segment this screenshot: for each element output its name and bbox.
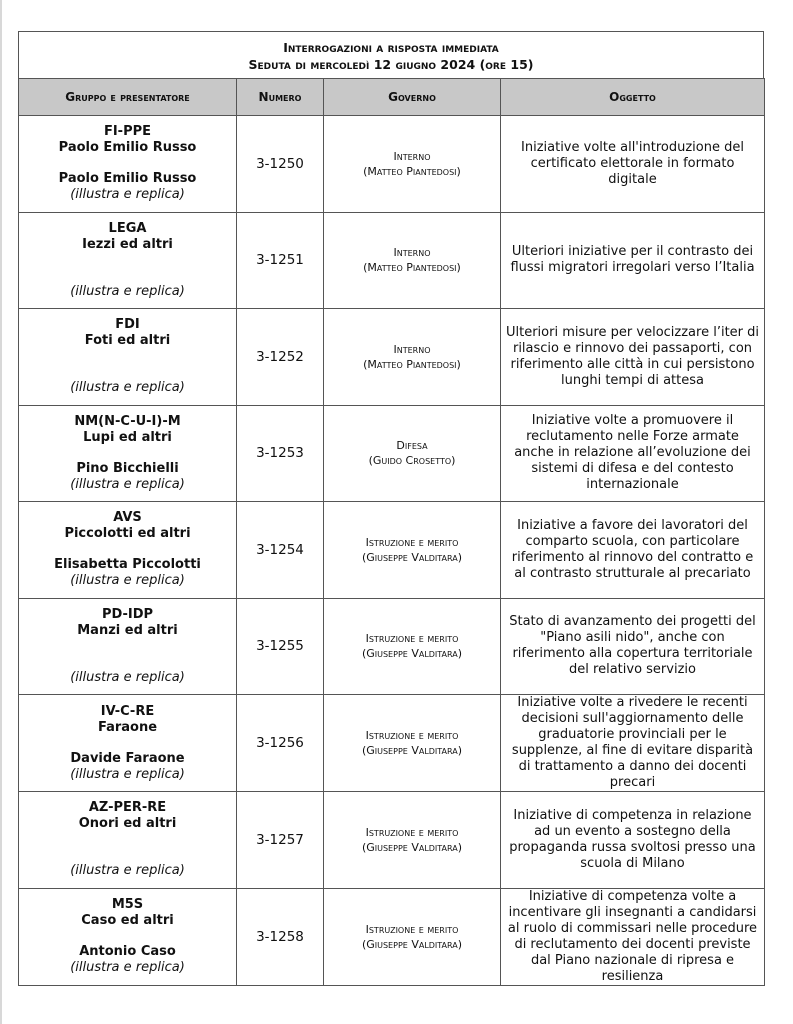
minister-name: (Matteo Piantedosi) xyxy=(363,164,461,178)
group-name: LEGA xyxy=(108,220,147,236)
group-name: FI-PPE xyxy=(103,124,152,140)
presenter-name: Piccolotti ed altri xyxy=(64,526,191,542)
column-header-government: Governo xyxy=(324,79,501,116)
table-row xyxy=(19,405,765,502)
group-cell xyxy=(19,405,237,502)
speaker-name: Paolo Emilio Russo xyxy=(58,171,197,187)
group-name: IV-C-RE xyxy=(100,703,155,719)
ministry-name: Istruzione e merito xyxy=(365,922,459,936)
minister-name: (Giuseppe Valditara) xyxy=(361,744,463,757)
presenter-name: Iezzi ed altri xyxy=(82,236,173,252)
minister-name: (Giuseppe Valditara) xyxy=(361,840,463,854)
government-cell xyxy=(324,502,501,599)
subject-cell: Iniziative di competenza volte a incentivare gli insegnanti a candidarsi al ruolo di commissari nelle procedure di reclutamento dei docenti previste dal Piano nazionale di ripresa e resilienza xyxy=(501,888,765,985)
question-number: 3-1254 xyxy=(237,502,324,599)
presenter-name: Lupi ed altri xyxy=(83,429,172,445)
ministry-name: Interno xyxy=(393,246,431,260)
column-header-number: Numero xyxy=(237,79,324,116)
table-row xyxy=(19,792,765,889)
group-cell xyxy=(19,502,237,599)
document-header xyxy=(18,31,764,78)
government-cell xyxy=(324,888,501,985)
minister-name: (Giuseppe Valditara) xyxy=(361,647,463,661)
page-edge xyxy=(0,0,2,1024)
group-name: AZ-PER-RE xyxy=(88,800,167,816)
speaker-name xyxy=(20,364,235,380)
group-cell xyxy=(19,212,237,309)
government-cell xyxy=(324,212,501,309)
presenter-name: Onori ed altri xyxy=(78,816,177,832)
header-title: Interrogazioni a risposta immediata xyxy=(283,40,499,55)
ministry-name: Istruzione e merito xyxy=(365,632,459,646)
table-row xyxy=(19,502,765,599)
subject-cell: Iniziative a favore dei lavoratori del comparto scuola, con particolare riferimento al rinnovo del contratto e al contrasto strutturale al precariato xyxy=(501,502,765,599)
speaker-note: (illustra e replica) xyxy=(70,960,185,975)
questions-table xyxy=(18,78,765,986)
speaker-name xyxy=(20,654,235,670)
group-name: AVS xyxy=(113,510,142,526)
speaker-name xyxy=(20,268,235,284)
question-number: 3-1256 xyxy=(237,695,324,792)
subject-cell: Ulteriori misure per velocizzare l’iter di rilascio e rinnovo dei passaporti, con riferimento alle città in cui persistono lunghi tempi di attesa xyxy=(501,309,765,406)
speaker-note: (illustra e replica) xyxy=(70,283,185,299)
presenter-name: Foti ed altri xyxy=(84,333,171,349)
subject-cell: Ulteriori iniziative per il contrasto dei flussi migratori irregolari verso l’Italia xyxy=(501,212,765,309)
group-cell xyxy=(19,695,237,792)
subject-cell: Stato di avanzamento dei progetti del "Piano asili nido", anche con riferimento alla copertura territoriale del relativo servizio xyxy=(501,598,765,695)
table-row xyxy=(19,695,765,792)
government-cell xyxy=(324,792,501,889)
speaker-note: (illustra e replica) xyxy=(70,863,185,879)
group-name: PD-IDP xyxy=(101,606,154,622)
speaker-name: Davide Faraone xyxy=(70,750,185,766)
minister-name: (Matteo Piantedosi) xyxy=(363,357,461,371)
column-header-group: Gruppo e presentatore xyxy=(19,79,237,116)
group-cell xyxy=(19,116,237,213)
question-number: 3-1257 xyxy=(237,792,324,889)
group-cell xyxy=(19,598,237,695)
question-number: 3-1250 xyxy=(237,116,324,213)
government-cell xyxy=(324,116,501,213)
ministry-name: Istruzione e merito xyxy=(365,535,459,549)
group-name: M5S xyxy=(111,897,144,912)
presenter-name: Faraone xyxy=(97,719,158,735)
speaker-note: (illustra e replica) xyxy=(70,573,185,589)
group-name: NM(N-C-U-I)-M xyxy=(74,413,181,429)
presenter-name: Manzi ed altri xyxy=(77,622,178,638)
presenter-name: Caso ed altri xyxy=(81,913,174,928)
speaker-note: (illustra e replica) xyxy=(70,669,185,685)
minister-name: (Giuseppe Valditara) xyxy=(361,937,463,951)
government-cell xyxy=(324,309,501,406)
table-row xyxy=(19,212,765,309)
subject-cell: Iniziative volte a promuovere il reclutamento nelle Forze armate anche in relazione all’evoluzione dei sistemi di difesa e del contesto internazionale xyxy=(501,405,765,502)
minister-name: (Giuseppe Valditara) xyxy=(361,550,463,564)
ministry-name: Istruzione e merito xyxy=(365,729,459,742)
subject-cell: Iniziative volte all'introduzione del certificato elettorale in formato digitale xyxy=(501,116,765,213)
speaker-note: (illustra e replica) xyxy=(70,766,185,782)
ministry-name: Interno xyxy=(393,342,431,356)
column-header-subject: Oggetto xyxy=(501,79,765,116)
ministry-name: Istruzione e merito xyxy=(365,825,459,839)
minister-name: (Matteo Piantedosi) xyxy=(363,261,461,275)
group-cell xyxy=(19,888,237,985)
ministry-name: Difesa xyxy=(396,439,428,453)
table-row xyxy=(19,888,765,985)
speaker-note: (illustra e replica) xyxy=(70,187,185,203)
minister-name: (Guido Crosetto) xyxy=(368,454,456,468)
ministry-name: Interno xyxy=(393,149,431,163)
subject-cell: Iniziative di competenza in relazione ad un evento a sostegno della propaganda russa svoltosi presso una scuola di Milano xyxy=(501,792,765,889)
question-number: 3-1253 xyxy=(237,405,324,502)
speaker-note: (illustra e replica) xyxy=(70,476,185,492)
question-number: 3-1252 xyxy=(237,309,324,406)
group-name: FDI xyxy=(115,317,140,333)
speaker-name xyxy=(20,847,235,863)
speaker-name: Antonio Caso xyxy=(79,944,176,959)
table-row xyxy=(19,116,765,213)
group-cell xyxy=(19,309,237,406)
government-cell xyxy=(324,405,501,502)
speaker-note: (illustra e replica) xyxy=(70,380,185,396)
table-header-row xyxy=(19,79,765,116)
subject-cell: Iniziative volte a rivedere le recenti decisioni sull'aggiornamento delle graduatorie provinciali per le supplenze, al fine di evitare disparità di trattamento a danno dei docenti precari xyxy=(501,695,765,792)
table-row xyxy=(19,598,765,695)
question-number: 3-1251 xyxy=(237,212,324,309)
table-row xyxy=(19,309,765,406)
government-cell xyxy=(324,598,501,695)
header-session: Seduta di mercoledì 12 giugno 2024 (ore 15) xyxy=(248,57,534,72)
question-number: 3-1255 xyxy=(237,598,324,695)
question-number: 3-1258 xyxy=(237,888,324,985)
government-cell xyxy=(324,695,501,792)
presenter-name: Paolo Emilio Russo xyxy=(58,140,197,156)
speaker-name: Pino Bicchielli xyxy=(76,460,179,476)
group-cell xyxy=(19,792,237,889)
speaker-name: Elisabetta Piccolotti xyxy=(54,557,201,573)
